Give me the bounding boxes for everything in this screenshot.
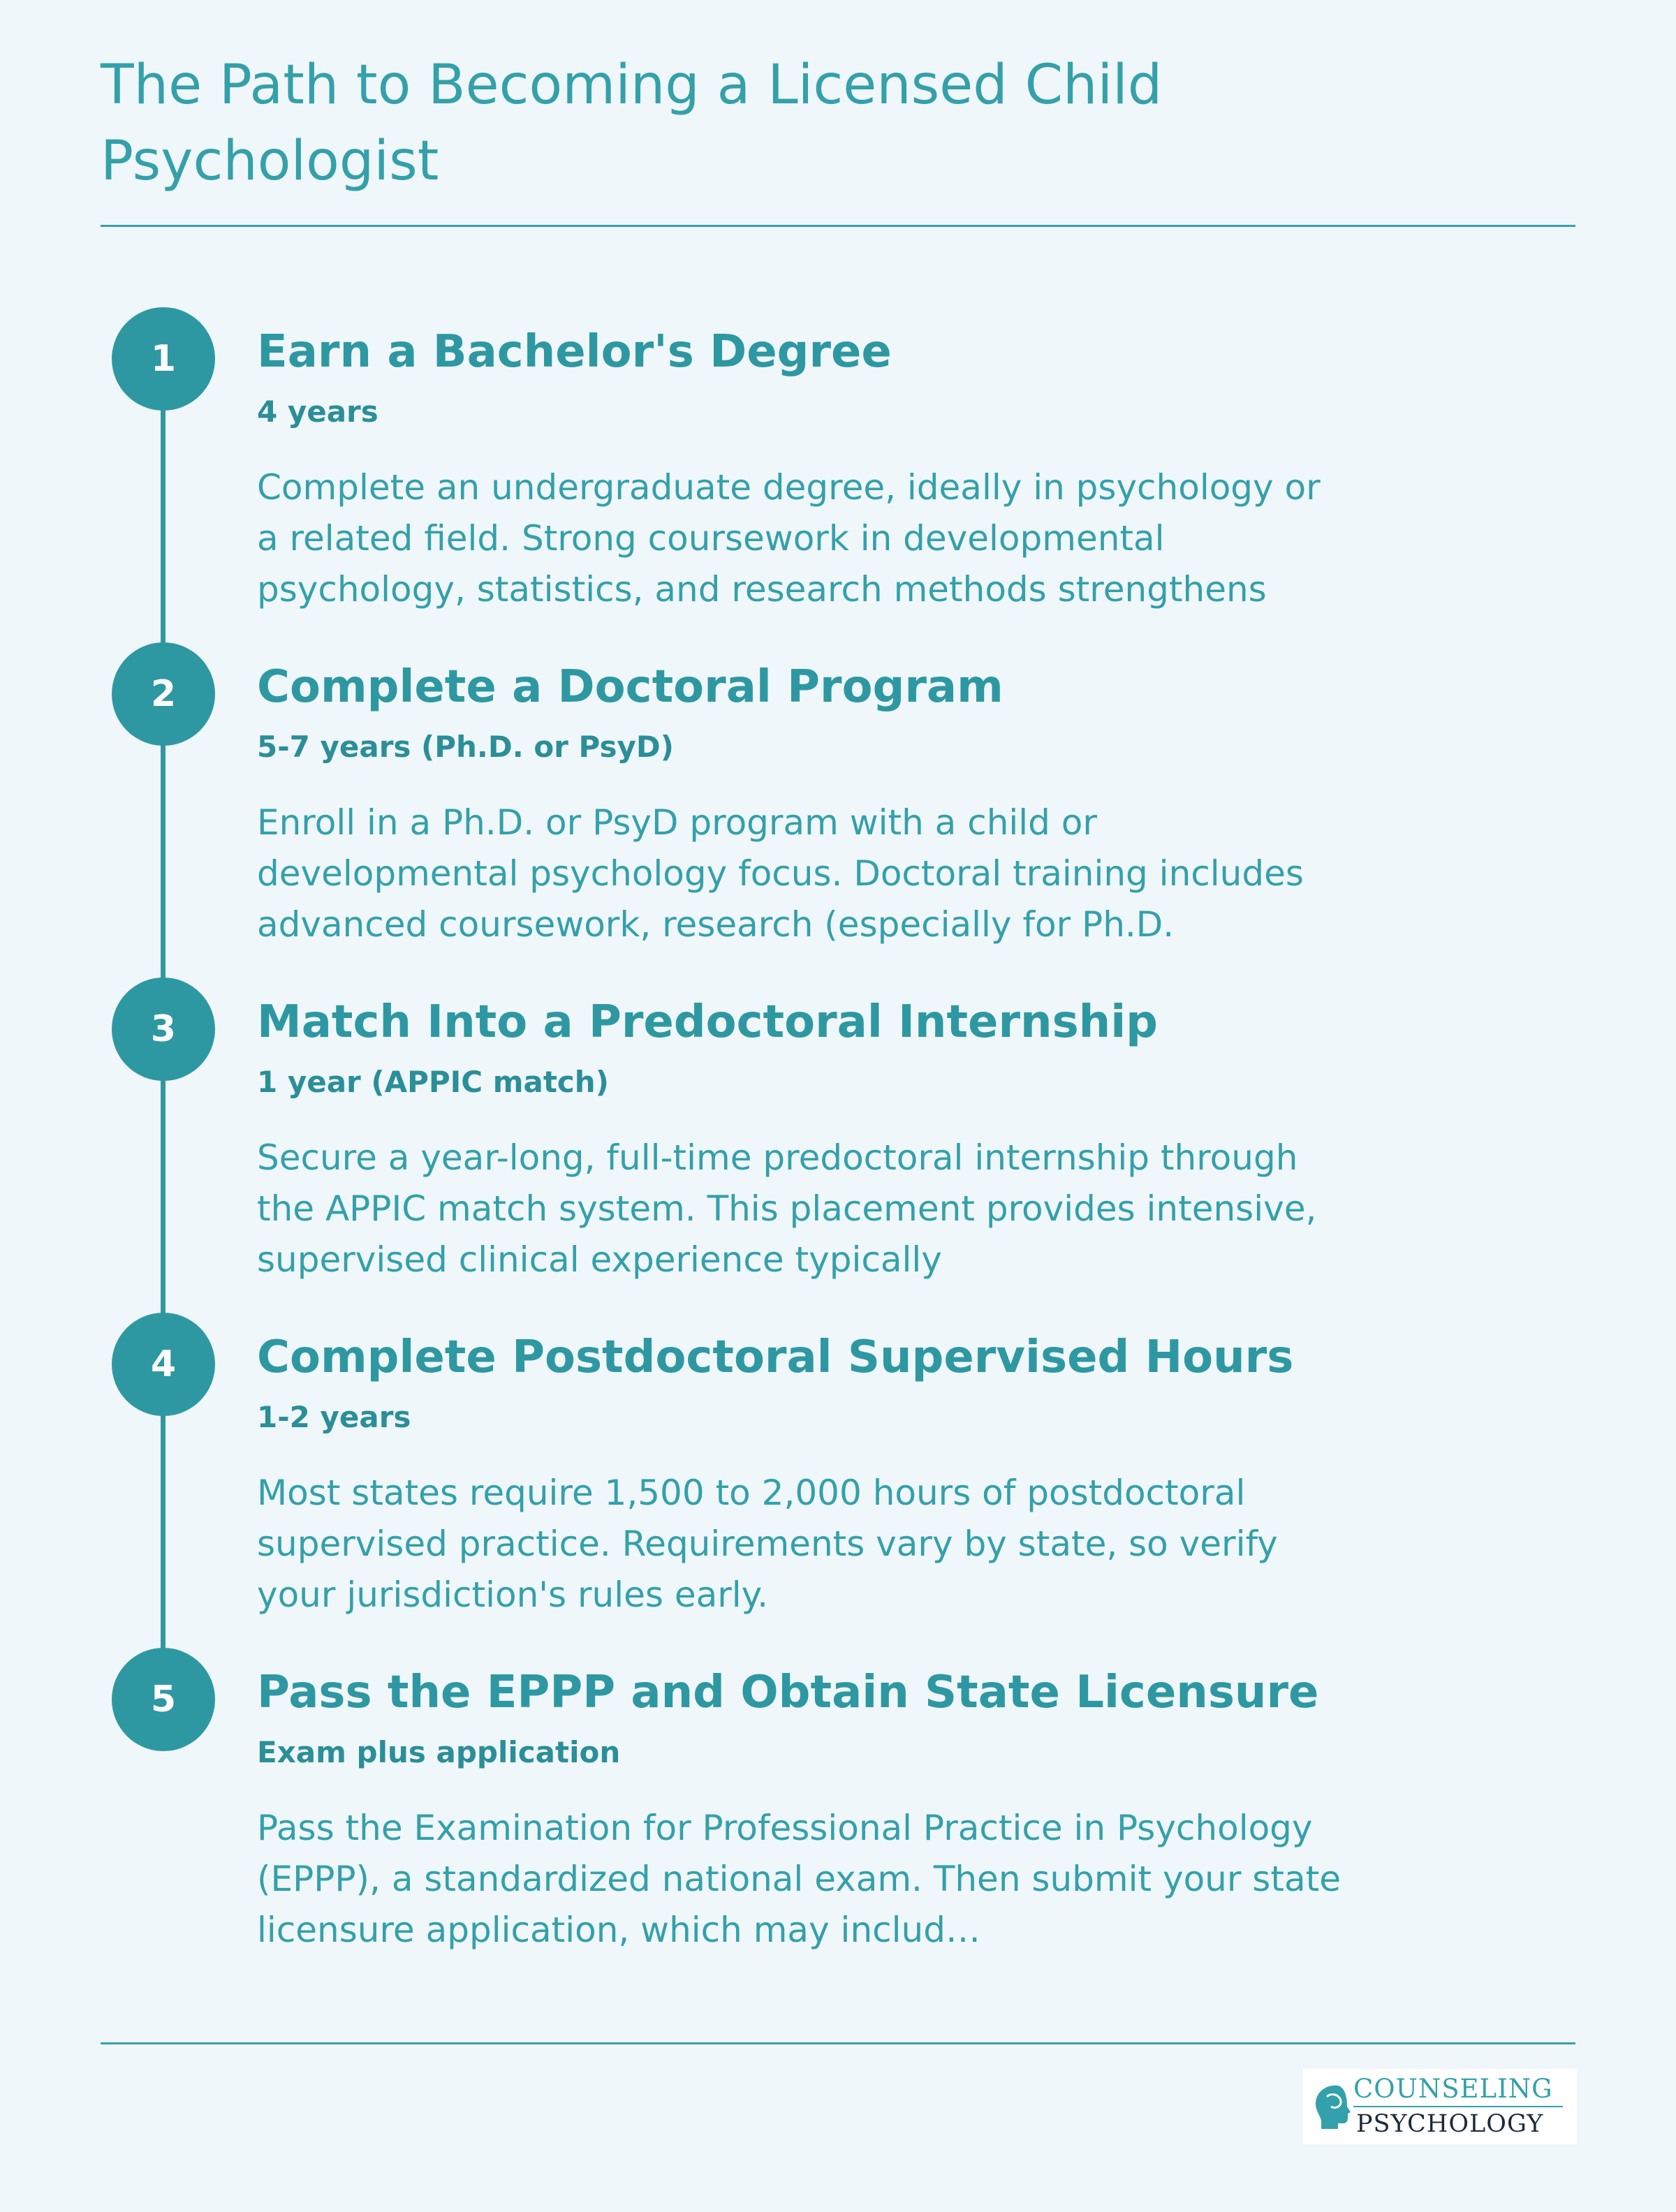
step-description: Pass the Examination for Professional Practice in Psychology (EPPP), a standardized national exam. Then submit your state licensure application, which may includ… (257, 1808, 1341, 1950)
step-number-badge: 1 (112, 307, 215, 411)
head-profile-icon (1310, 2081, 1352, 2132)
step-duration: 5-7 years (Ph.D. or PsyD) (257, 730, 674, 764)
step-title: Complete Postdoctoral Supervised Hours (257, 1332, 1294, 1383)
step-description: Secure a year-long, full-time predoctoral internship through the APPIC match system. This placement provides intensive, supervised clinical experience typically (257, 1137, 1317, 1280)
footer-divider (101, 2042, 1575, 2044)
header-divider (101, 225, 1575, 227)
step-description: Enroll in a Ph.D. or PsyD program with a child or developmental psychology focus. Doctoral training includes advanced coursework, research (especially for Ph.D. (257, 802, 1304, 945)
step-number-badge: 4 (112, 1313, 215, 1416)
logo-line-counseling: COUNSELING (1353, 2074, 1553, 2104)
step-title: Earn a Bachelor's Degree (257, 326, 892, 378)
logo-divider (1353, 2106, 1563, 2107)
logo-line-psychology: PSYCHOLOGY (1356, 2110, 1544, 2138)
step-duration: 1-2 years (257, 1400, 411, 1434)
step-duration: 1 year (APPIC match) (257, 1065, 609, 1099)
step-duration: 4 years (257, 395, 378, 429)
timeline-step-4 (0, 1313, 1676, 1634)
step-title: Pass the EPPP and Obtain State Licensure (257, 1667, 1319, 1718)
counseling-psychology-logo (1303, 2069, 1577, 2144)
step-number-badge: 3 (112, 978, 215, 1081)
step-number-badge: 2 (112, 642, 215, 746)
timeline-step-5 (0, 1648, 1676, 1969)
step-title: Match Into a Predoctoral Internship (257, 996, 1158, 1048)
timeline-step-3 (0, 978, 1676, 1299)
step-description: Complete an undergraduate degree, ideally in psychology or a related field. Strong coursework in developmental psychology, statistics, and research methods strengthens (257, 467, 1321, 610)
step-title: Complete a Doctoral Program (257, 661, 1004, 713)
timeline-step-1 (0, 307, 1676, 628)
step-duration: Exam plus application (257, 1735, 621, 1769)
step-number-badge: 5 (112, 1648, 215, 1751)
page-title: The Path to Becoming a Licensed Child Psychologist (101, 54, 1163, 193)
timeline-step-2 (0, 642, 1676, 964)
step-description: Most states require 1,500 to 2,000 hours of postdoctoral supervised practice. Requirements vary by state, so verify your jurisdiction's rules early. (257, 1473, 1278, 1615)
